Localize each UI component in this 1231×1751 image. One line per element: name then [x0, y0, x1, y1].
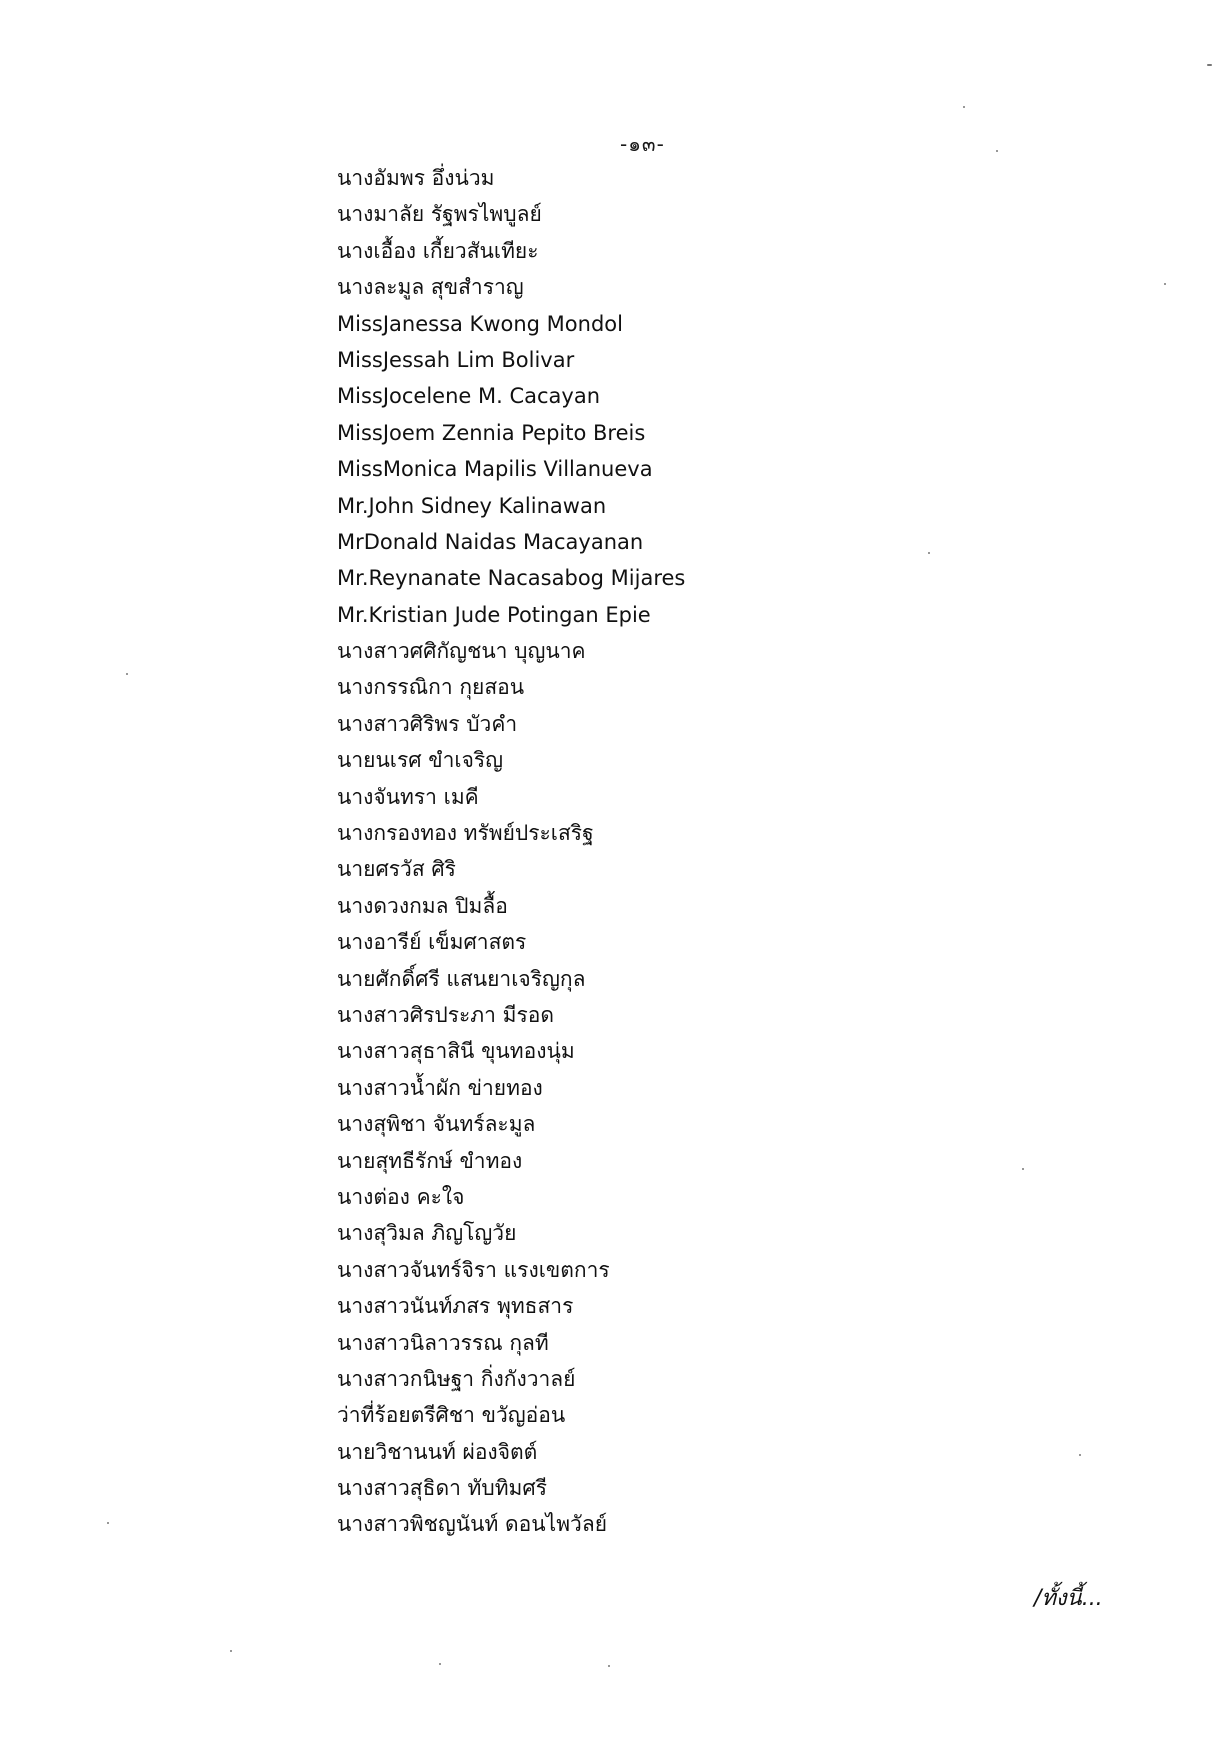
name-entry: นางจันทรา เมคี — [337, 784, 479, 809]
scan-speck — [1207, 64, 1212, 66]
name-entry: นายวิชานนท์ ผ่องจิตต์ — [337, 1439, 538, 1464]
name-entry: นายศรวัส ศิริ — [337, 857, 456, 882]
page-number: -๑๓- — [620, 132, 665, 156]
name-entry: นายศักดิ์ศรี แสนยาเจริญกุล — [337, 966, 586, 991]
name-entry: นางสาวศิรประภา มีรอด — [337, 1002, 554, 1027]
scan-speck — [608, 1665, 610, 1667]
name-entry: นางสาวกนิษฐา กิ่งกังวาลย์ — [337, 1366, 576, 1391]
name-entry: นางกรรณิกา กุยสอน — [337, 675, 525, 700]
name-entry: นางสุพิชา จันทร์ละมูล — [337, 1112, 536, 1137]
name-entry: ว่าที่ร้อยตรีศิชา ขวัญอ่อน — [337, 1403, 566, 1428]
name-entry: นางสาวน้ำผัก ข่ายทอง — [337, 1075, 543, 1100]
name-entry: นางสาวศิริพร บัวคำ — [337, 711, 518, 736]
name-entry: MissJoem Zennia Pepito Breis — [337, 420, 646, 445]
name-entry: นางสาวสุธิดา ทับทิมศรี — [337, 1476, 548, 1501]
name-entry: Mr.Kristian Jude Potingan Epie — [337, 602, 651, 627]
name-entry: นางเอื้อง เกี้ยวสันเทียะ — [337, 238, 539, 263]
scan-speck — [126, 673, 128, 675]
name-entry: MissJocelene M. Cacayan — [337, 384, 601, 409]
name-entry: MissMonica Mapilis Villanueva — [337, 457, 653, 482]
scan-speck — [230, 1650, 232, 1652]
scan-speck — [963, 106, 965, 108]
name-entry: นายนเรศ ขำเจริญ — [337, 748, 504, 773]
scan-speck — [439, 1663, 441, 1665]
scan-speck — [996, 150, 998, 152]
scan-speck — [928, 552, 930, 554]
name-entry: Mr.John Sidney Kalinawan — [337, 493, 607, 518]
name-entry: MissJanessa Kwong Mondol — [337, 311, 623, 336]
name-entry: นางละมูล สุขสำราญ — [337, 275, 524, 300]
name-entry: นางอัมพร อึ่งน่วม — [337, 166, 495, 190]
name-entry: นางสาวสุธาสินี ขุนทองนุ่ม — [337, 1039, 575, 1064]
scan-speck — [1164, 283, 1166, 285]
scan-speck — [1022, 1168, 1024, 1170]
name-entry: นางสาวศศิกัญชนา บุญนาค — [337, 639, 586, 664]
name-entry: นางต่อง คะใจ — [337, 1184, 465, 1209]
name-entry: นางสาวจันทร์จิรา แรงเขตการ — [337, 1257, 610, 1282]
name-entry: นางสุวิมล ภิญโญวัย — [337, 1221, 517, 1246]
name-entry: นางสาวนันท์ภสร พุทธสาร — [337, 1294, 574, 1319]
name-entry: นางกรองทอง ทรัพย์ประเสริฐ — [337, 821, 594, 846]
scan-speck — [107, 1522, 109, 1524]
name-entry: นางดวงกมล ปิมลื้อ — [337, 893, 508, 918]
name-entry: นางสาวนิลาวรรณ กุลที — [337, 1330, 549, 1355]
name-entry: MissJessah Lim Bolivar — [337, 347, 575, 372]
name-entry: Mr.Reynanate Nacasabog Mijares — [337, 566, 686, 591]
name-entry: MrDonald Naidas Macayanan — [337, 529, 644, 554]
name-entry: นายสุทธีรักษ์ ขำทอง — [337, 1148, 523, 1173]
name-list — [337, 160, 685, 1543]
name-entry: นางมาลัย รัฐพรไพบูลย์ — [337, 202, 542, 227]
name-entry: นางอารีย์ เข็มศาสตร — [337, 930, 527, 955]
continuation-note: /ทั้งนี้... — [1034, 1586, 1103, 1611]
name-entry: นางสาวพิชญนันท์ ดอนไพวัลย์ — [337, 1512, 607, 1537]
scan-speck — [1079, 1454, 1081, 1456]
